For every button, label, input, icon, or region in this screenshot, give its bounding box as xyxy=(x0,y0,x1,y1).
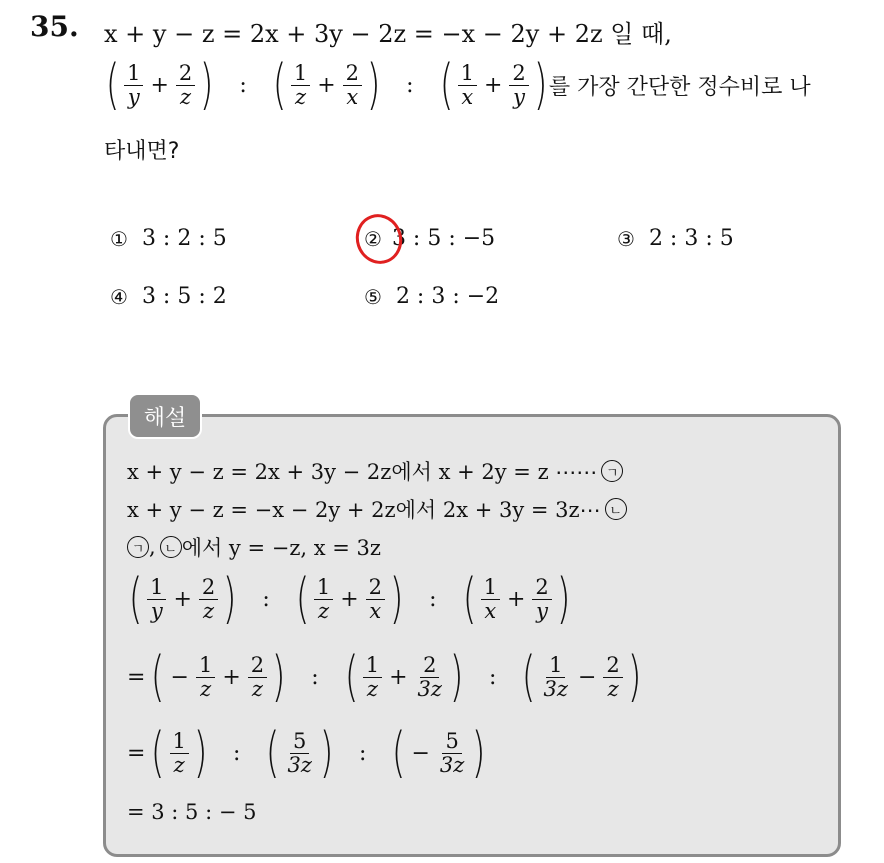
solution-final-line: = 3 : 5 : − 5 xyxy=(127,800,257,824)
solution-row-6: = ( $\frac{1}{z}$ ) : ( $\frac{5}{3z}$ ) : ( − $\frac{5}{3z}$ ) xyxy=(127,721,486,784)
answer-mark-circle xyxy=(349,208,408,270)
fraction: $\frac{2}{y}$ xyxy=(509,62,528,107)
circled-nieun: ㄴ xyxy=(160,536,182,558)
question-line-2-suffix: 를 가장 간단한 정수비로 나 xyxy=(548,74,811,100)
choice-3[interactable]: ③ 2 : 3 : 5 xyxy=(617,226,734,251)
fraction: $\frac{2}{x}$ xyxy=(343,62,362,107)
solution-line-2: x + y − z = −x − 2y + 2z에서 2x + 3y = 3z⋯ ㄴ xyxy=(127,494,627,524)
solution-line-1: x + y − z = 2x + 3y − 2z에서 x + 2y = z ⋯⋯ ㄱ xyxy=(127,456,623,486)
solution-line-3: ㄱ , ㄴ 에서 y = −z, x = 3z xyxy=(127,532,381,562)
choice-5[interactable]: ⑤ 2 : 3 : −2 xyxy=(364,284,500,309)
circled-giyeok: ㄱ xyxy=(601,460,623,482)
solution-tab: 해설 xyxy=(128,393,202,439)
solution-row-4: ( $\frac{1}{y}$ + $\frac{2}{z}$ ) : ( $\frac{1}{z}$ + $\frac{2}{x}$ ) : ( $\frac{1}{x}$ + $\frac{2}{y}$ ) xyxy=(128,567,571,630)
choice-1[interactable]: ① 3 : 2 : 5 xyxy=(110,226,227,251)
question-ratio-line: ( $\frac{1}{y}$ + $\frac{2}{z}$ ) : ( $\frac{1}{z}$ + $\frac{2}{x}$ ) : ( $\frac{1}{x}$ + $\frac{2}{y}$ ) 를 가장 간단한 정수비로 나 xyxy=(105,53,811,116)
fraction: $\frac{1}{y}$ xyxy=(124,62,143,107)
circled-giyeok: ㄱ xyxy=(127,536,149,558)
question-number: 35. xyxy=(30,10,79,43)
fraction: $\frac{2}{z}$ xyxy=(176,62,195,107)
solution-row-5: = ( − $\frac{1}{z}$ + $\frac{2}{z}$ ) : ( $\frac{1}{z}$ + $\frac{2}{3z}$ ) : ( $\frac{1}{3z}$ − $\frac{2}{z}$ ) xyxy=(127,645,642,708)
choice-2[interactable]: ② 3 : 5 : −5 xyxy=(364,226,496,251)
choice-4[interactable]: ④ 3 : 5 : 2 xyxy=(110,284,227,309)
question-line-3: 타내면? xyxy=(104,139,180,164)
question-line-1: x + y − z = 2x + 3y − 2z = −x − 2y + 2z 일 때, xyxy=(104,20,672,48)
fraction: $\frac{1}{z}$ xyxy=(291,62,310,107)
circled-nieun: ㄴ xyxy=(605,498,627,520)
fraction: $\frac{1}{x}$ xyxy=(458,62,477,107)
